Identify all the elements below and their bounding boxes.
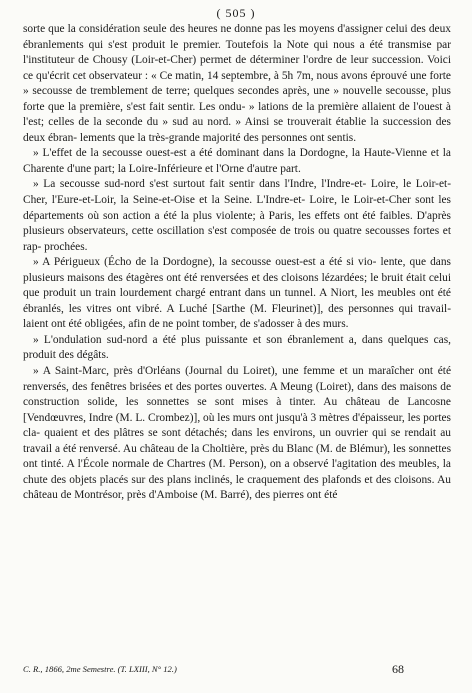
page-header: ( 505 ) bbox=[216, 6, 256, 20]
page-number: 68 bbox=[392, 662, 404, 676]
paragraph-1: sorte que la considération seule des heures ne donne pas les moyens d'assigner celui des deux ébranlements qui s'est produit le premier. Toutefois la Note qui nous a été transmise par l'instituteur de Chousy (Loir-et-Cher) permet de déterminer l'ordre de leur succession. Voici ce qu'écrit cet observateur : « Ce matin, 14 septembre, à 5h 7m, nous avons éprouvé une forte » secousse de tremblement de terre; quelques secondes après, une » nouvelle secousse, plus forte que la première, s'est fait sentir. Les ondu- » lations de la première allaient de l'ouest à l'est; celles de la seconde du » sud au nord. » Ainsi se trouverait établie la succession des deux ébran- lements que la très-grande majorité des personnes ont sentis. bbox=[23, 23, 451, 144]
paragraph-2: » L'effet de la secousse ouest-est a été dominant dans la Dordogne, la Haute-Vienne et la Charente d'une part; la Loire-Inférieure et l'Orne d'autre part. bbox=[23, 147, 451, 175]
footer-citation: C. R., 1866, 2me Semestre. (T. LXIII, N° 12.) bbox=[23, 664, 177, 674]
paragraph-3: » La secousse sud-nord s'est surtout fait sentir dans l'Indre, l'Indre-et- Loire, le Loir-et-Cher, l'Eure-et-Loir, la Seine-et-Oise et la Seine. L'Indre-et- Loire, le Loir-et-Cher sont les départements où son action a été la plus violente; à Paris, les effets ont été faibles. D'après plusieurs observateurs, cette oscillation s'est composée de trois ou quatre secousses fortes et rap- prochées. bbox=[23, 178, 451, 253]
paragraph-5: » L'ondulation sud-nord a été plus puissante et son ébranlement a, dans quelques cas, produit des dégâts. bbox=[23, 333, 451, 362]
paragraph-4: » A Périgueux (Écho de la Dordogne), la secousse ouest-est a été si vio- lente, que dans plusieurs maisons des étagères ont été renversées et des cloisons lézardées; le bruit était celui que produit un train lourdement chargé entrant dans un tunnel. A Niort, les meubles ont été ébranlés, les vitres ont vibré. A Luché [Sarthe (M. Fleurinet)], des personnes qui travail- laient ont été obligées, afin de ne point tomber, de s'adosser à des murs. bbox=[23, 256, 451, 331]
paragraph-6: » A Saint-Marc, près d'Orléans (Journal du Loiret), une femme et un maraîcher ont été renversés, des fenêtres brisées et des portes ouvertes. A Meung (Loiret), dans des maisons de construction solide, les sonnettes se sont mises à tinter. Au château de Lancosne [Vendœuvres, Indre (M. L. Crombez)], où les murs ont jusqu'à 3 mètres d'épaisseur, les portes cla- quaient et des plâtres se sont détachés; dans les environs, un ouvrier qui se rendait au travail a été renversé. Au château de la Choltière, près du Blanc (M. de Blémur), les sonnettes ont tinté. A l'École normale de Chartres (M. Person), on a observé l'agitation des meubles, la chute des objets placés sur des plans inclinés, le craquement des plafonds et des cloisons. Au château de Montrésor, près d'Amboise (M. Barré), des pierres ont été bbox=[23, 365, 451, 502]
body-text bbox=[23, 22, 451, 504]
